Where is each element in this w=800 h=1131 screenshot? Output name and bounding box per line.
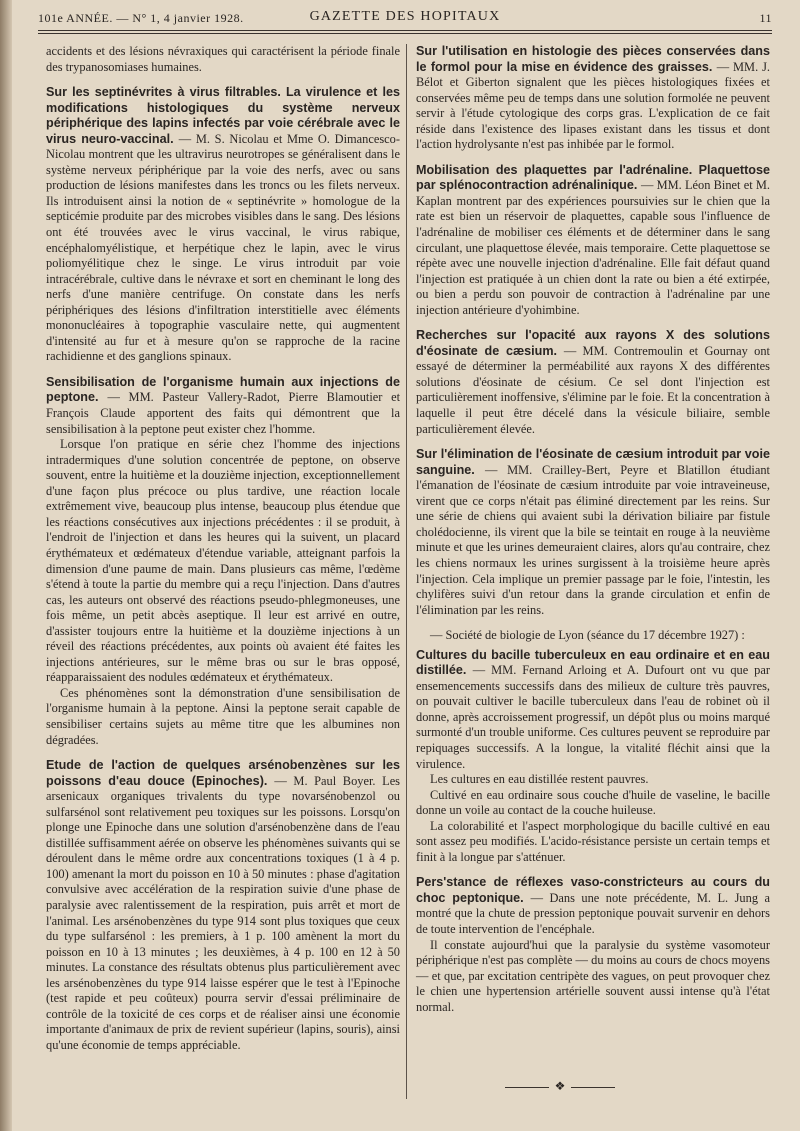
article-paragraph: Les cultures en eau distillée restent pauvres. <box>430 772 649 787</box>
article-heading: Pers'stance de réflexes vaso-constricteurs au cours du choc peptonique. — Dans une note précédente, M. L. Jung a montré que la chute de pression peptonique pouvait survenir en dehors de toute intervention de l'encéphale. <box>416 875 771 936</box>
article-sensibilisation-peptone <box>46 375 400 748</box>
ornament-rule-right <box>571 1087 615 1088</box>
header-rule-double <box>38 33 772 34</box>
article-body-run: — MM. Crailley-Bert, Peyre et Blatillon étudiant l'émanation de l'éosinate de cæsium introduite par voie intraveineuse, virent que ce corps n'était pas éliminé directement par les reins. Sur une série de chiens qui avaient subi la dérivation biliaire par fistule cholédocienne, ils virent que la bile se teintait en rouge à la neuvième minute et que les urines demeuraient claires, alors qu'au contraire, chez les chiens normaux les urines surgissent à la troisième heure après l'injection. Cela implique un premier passage par le foie, l'intestin, les chylifères suivi d'un retour dans la grande circulation et enfin de l'élimination par les reins. <box>416 462 770 617</box>
journal-title: GAZETTE DES HOPITAUX <box>309 9 501 24</box>
page-header <box>38 8 772 30</box>
article-heading: Etude de l'action de quelques arsénobenzènes sur les poissons d'eau douce (Epinoches). — M. Paul Boyer. Les arsenicaux organiques trivalents du type novarsénobenzol ou sulfarsénol sont relativement peu toxiques sur les poissons. Lorsqu'on plonge une Epinoche dans une solution d'arsénobenzène dans de l'eau distillée suffisamment aérée on observe les phénomènes suivants qui se déroulent dans le même ordre aux concentrations toxiques (1 à 4 p. 100) amenant la mort du poisson en 10 à 50 minutes : phase d'agitation convulsive avec accélération de la respiration suivie d'une phase de paralysie avec ralentissement de la respiration, puis arrêt et mort de l'animal. Les arsénobenzènes du type 914 sont plus toxiques que ceux du type sulfarsénol : les premiers, à 1 p. 100 amènent la mort du poisson en 10 à 13 minutes ; les deuxièmes, à 4 p. 100 en 12 à 50 minutes. La constance des résultats obtenus plus particulièrement avec les arsénobenzènes du type 914 laisse espérer que le test à l'Epinoche (test rapide et peu coûteux) pourra servir d'essai préliminaire de contrôle de la toxicité de ces corps et de réaliser ainsi une économie importante d'animaux de prix de revient supérieur (lapins, souris), ainsi qu'une économie de temps appréciable. <box>46 758 401 1052</box>
article-elimination-eosinate <box>416 447 770 618</box>
article-body-run: — MM. Pasteur Vallery-Radot, Pierre Blamoutier et François Claude apportent des faits qui démontrent que la sensibilisation à la peptone peut exister chez l'homme. <box>46 390 401 436</box>
article-bacille-tuberculeux <box>416 648 770 866</box>
article-paragraph: La colorabilité et l'aspect morphologique du bacille cultivé en eau sont assez peu modifiés. L'acido-résistance persiste un certain temps et finit à la longue par s'atténuer. <box>416 818 770 864</box>
article-paragraph: Il constate aujourd'hui que la paralysie du système vasomoteur périphérique n'est pas complète — du moins au cours de chocs moyens — et que, par excitation centripète des vagues, on peut provoquer chez le chien une hypertension artérielle souvent aussi intense qu'à l'état normal. <box>416 937 770 1014</box>
column-divider <box>406 44 407 1099</box>
article-heading: Sensibilisation de l'organisme humain aux injections de peptone. — MM. Pasteur Vallery-Radot, Pierre Blamoutier et François Claude apportent des faits qui démontrent que la sensibilisation à la peptone peut exister chez l'homme. <box>46 374 401 436</box>
article-body-run: — M. S. Nicolau et Mme O. Dimancesco-Nicolau montrent que les ultravirus neurotropes se généralisent dans le système nerveux périphérique par la voie des nerfs, avec ou sans production de lésions manifestes dans les troncs ou les filets nerveux. Ils introduisent ainsi la notion de « septinévrite » homologue de la septicémie produite par des microbes visibles dans le sang. Des lésions ont été trouvées avec le virus vaccinal, le virus rabique, encéphalomyélistique, et herpétique chez le lapin, avec le virus poliomyélitique chez le singe. Le virus introduit par voie intracérébrale, cultive dans le névraxe et sort en cheminant le long des nerfs d'une manière centrifuge. On constate dans les nerfs périphériques des lésions d'infiltration interstitielle avec éléments mononucléaires à topographie vasculaire nette, qui augmentent d'intensité au fur et à mesure qu'on se rapproche de la racine rachidienne et des ganglions spinaux. <box>46 131 400 364</box>
issue-line: 101e ANNÉE. — N° 1, 4 janvier 1928. <box>38 11 244 25</box>
page-number: 11 <box>759 11 772 25</box>
article-heading: Sur les septinévrites à virus filtrables. La virulence et les modifications histologiques du système nerveux périphérique des lapins infectés par voie cérébrale avec le virus neuro-vaccinal. — M. S. Nicolau et Mme O. Dimancesco-Nicolau montrent que les ultravirus neurotropes se généralisent dans le système nerveux périphérique par la voie des nerfs, avec ou sans production de lésions manifestes dans les troncs ou les filets nerveux. Ils introduisent ainsi la notion de « septinévrite » homologue de la septicémie produite par des microbes visibles dans le sang. Des lésions ont été trouvées avec le virus vaccinal, le virus rabique, encéphalomyélistique, et herpétique chez le lapin, avec le virus poliomyélitique chez le singe. Le virus introduit par voie intracérébrale, cultive dans le névraxe et sort en cheminant le long des nerfs d'une manière centrifuge. On constate dans les nerfs périphériques des lésions d'infiltration interstitielle avec éléments mononucléaires à topographie vasculaire nette, qui augmentent d'intensité au fur et à mesure qu'on se rapproche de la racine rachidienne et des ganglions spinaux. <box>46 85 400 364</box>
continued-paragraph: accidents et des lésions névraxiques qui caractérisent la période finale des trypanosomiases humaines. <box>46 44 400 74</box>
article-body-run: — MM. Léon Binet et M. Kaplan montrent par des expériences poursuivies sur le chien que la rate est bien un réservoir de plaquettes, capable sous l'influence de l'adrénaline de mobiliser ces éléments et de déterminer dans le sang circulant, une plaquettose élevée, mais temporaire. Cette plaquettose se répète avec une nouvelle injection d'adrénaline. Elle fait défaut quand l'injection est pratiquée à un chien dont la rate ou bien a été extirpée, ou bien a perdu son pouvoir de contraction à l'adrénaline par une injection antérieure d'yohimbine. <box>416 178 770 317</box>
article-septinevrites <box>46 85 400 365</box>
article-plaquettes-adrenaline <box>416 163 770 318</box>
article-heading: Sur l'utilisation en histologie des pièces conservées dans le formol pour la mise en évidence des graisses. — MM. J. Bélot et Giberton signalent que les pièces histologiques fixées et conservées même peu de temps dans une solution formolée ne peuvent servir à l'étude cytologique des corps gras. L'explication de ce fait réside dans l'existence des lipases existant dans les tissus et dont l'action hydrolysante n'est pas inhibée par le formol. <box>416 44 771 152</box>
article-heading: Sur l'élimination de l'éosinate de cæsium introduit par voie sanguine. — MM. Crailley-Bert, Peyre et Blatillon étudiant l'émanation de l'éosinate de cæsium introduite par voie intraveineuse, virent que ce corps n'était pas éliminé directement par les reins. Sur une série de chiens qui avaient subi la dérivation biliaire par fistule cholédocienne, ils virent que la bile se teintait en rouge à la neuvième minute et que les urines demeuraient claires, alors qu'au contraire, chez les chiens normaux les urines surgissent à la troisième heure après l'injection. Cela implique un premier passage par le foie, l'intestin, les chylifères suivi d'un retour dans la grande circulation et enfin de l'élimination par les reins. <box>416 447 770 617</box>
society-note: — Société de biologie de Lyon (séance du 17 décembre 1927) : <box>430 628 745 643</box>
article-opacite-rayons-x <box>416 328 770 437</box>
article-paragraph: Ces phénomènes sont la démonstration d'une sensibilisation de l'organisme humain à la peptone. Ainsi la peptone serait capable de sensibiliser certains sujets au même titre que les albumines non dégradées. <box>46 685 400 747</box>
end-ornament <box>505 1079 615 1094</box>
article-choc-peptonique <box>416 875 770 1015</box>
article-body-run: — M. Paul Boyer. Les arsenicaux organiques trivalents du type novarsénobenzol ou sulfarsénol sont relativement peu toxiques sur les poissons. Lorsqu'on plonge une Epinoche dans une solution d'arsénobenzène dans de l'eau distillée suffisamment aérée on observe les phénomènes suivants qui se déroulent dans le même ordre aux concentrations toxiques (1 à 4 p. 100) amenant la mort du poisson en 10 à 50 minutes : phase d'agitation convulsive avec accélération de la respiration suivie d'une phase de paralysie avec ralentissement de la respiration, puis arrêt et mort de l'animal. Les arsénobenzènes du type 914 sont plus toxiques que ceux du type sulfarsénol : les premiers, à 1 p. 100 amènent la mort du poisson en 10 à 13 minutes ; les deuxièmes, à 4 p. 100 en 12 à 50 minutes. La constance des résultats obtenus plus particulièrement avec les arsénobenzènes du type 914 laisse espérer que le test à l'Epinoche (test rapide et peu coûteux) pourra servir d'essai préliminaire de contrôle de la toxicité de ces corps et de réaliser ainsi une économie importante d'animaux de prix de revient supérieur (lapins, souris), ainsi qu'une économie de temps appréciable. <box>46 773 401 1052</box>
article-body-run: — MM. Contremoulin et Gournay ont essayé de déterminer la perméabilité aux rayons X des différentes solutions d'éosinate de césium. Ce sel dont l'injection est particulièrement inoffensive, s'élimine par le foie. Et la concentration à laquelle il peut être décelé dans la vésicule biliaire, semble particulièrement élevée. <box>416 343 770 436</box>
article-paragraph: Cultivé en eau ordinaire sous couche d'huile de vaseline, le bacille donne un voile au contact de la couche huileuse. <box>416 787 770 818</box>
fleuron-icon: ❖ <box>554 1079 566 1093</box>
article-heading: Recherches sur l'opacité aux rayons X des solutions d'éosinate de cæsium. — MM. Contremoulin et Gournay ont essayé de déterminer la perméabilité aux rayons X des différentes solutions d'éosinate de césium. Ce sel dont l'injection est particulièrement inoffensive, s'élimine par le foie. Et la concentration à laquelle il peut être décelé dans la vésicule biliaire, semble particulièrement élevée. <box>416 328 770 436</box>
article-heading: Cultures du bacille tuberculeux en eau ordinaire et en eau distillée. — MM. Fernand Arloing et A. Dufourt ont vu que par ensemencements successifs dans des milieux de culture très pauvres, on pouvait cultiver le bacille tuberculeux dans l'eau de robinet où il donne, après accroissement progressif, un dépôt plus ou moins marqué surmonté d'un trouble uniforme. Ces cultures peuvent se reproduire par repiquages successifs. A la longue, la vitalité fléchit ainsi que la virulence. <box>416 647 771 771</box>
article-body-run: — MM. J. Bélot et Giberton signalent que les pièces histologiques fixées et conservées même peu de temps dans une solution formolée ne peuvent servir à l'étude cytologique des corps gras. L'explication de ce fait réside dans l'existence des lipases existant dans les tissus et dont l'action hydrolysante n'est pas inhibée par le formol. <box>416 59 771 152</box>
ornament-rule-left <box>505 1087 549 1088</box>
header-rule <box>38 30 772 31</box>
left-column <box>46 44 400 1053</box>
article-body-run: — Dans une note précédente, M. L. Jung a montré que la chute de pression peptonique pouvait survenir en dehors de toute intervention de l'encéphale. <box>416 890 771 936</box>
article-heading: Mobilisation des plaquettes par l'adrénaline. Plaquettose par splénocontraction adrénalinique. — MM. Léon Binet et M. Kaplan montrent par des expériences poursuivies sur le chien que la rate est bien un réservoir de plaquettes, capable sous l'influence de l'adrénaline de mobiliser ces éléments et de déterminer dans le sang circulant, une plaquettose élevée, mais temporaire. Cette plaquettose se répète avec une nouvelle injection d'adrénaline. Elle fait défaut quand l'injection est pratiquée à un chien dont la rate ou bien a été extirpée, ou bien a perdu son pouvoir de contraction à l'adrénaline par une injection antérieure d'yohimbine. <box>416 162 770 317</box>
right-column <box>416 44 770 1015</box>
article-paragraph: Lorsque l'on pratique en série chez l'homme des injections intradermiques d'une solution concentrée de peptone, on observe souvent, entre la huitième et la douzième injection, exceptionnellement d'une façon plus précoce ou plus tardive, une réaction locale extrêmement vive, beaucoup plus intense, beaucoup plus étendue que les réactions consécutives aux injections précédentes : il se produit, à l'endroit de l'injection et dans les heures qui la suivent, un placard érythémateux et œdémateux d'étendue variable, atteignant parfois la dimension d'une paume de main. Dans plusieurs cas même, l'œdème s'étend à toute la partie du membre qui a reçu l'injection. Dans d'autres cas, les auteurs ont observé des réactions pseudo-phlegmoneuses, une fois même, un petit abcès aseptique. Il leur est arrivé en outre, d'assister toujours entre la huitième et la douzième injections à un réveil des réactions précédentes, aux points où avaient été faites les injections antérieures, sur le même bras ou sur le bras opposé, réapparaissaient des nodules œdémateux et érythémateux. <box>46 437 400 685</box>
article-body-run: — MM. Fernand Arloing et A. Dufourt ont vu que par ensemencements successifs dans des milieux de culture très pauvres, on pouvait cultiver le bacille tuberculeux dans l'eau de robinet où il donne, après accroissement progressif, un dépôt plus ou moins marqué surmonté d'un trouble uniforme. Ces cultures peuvent se reproduire par repiquages successifs. A la longue, la vitalité fléchit ainsi que la virulence. <box>416 663 771 771</box>
article-arsenobenzenes <box>46 758 400 1053</box>
article-formol-graisses <box>416 44 770 153</box>
